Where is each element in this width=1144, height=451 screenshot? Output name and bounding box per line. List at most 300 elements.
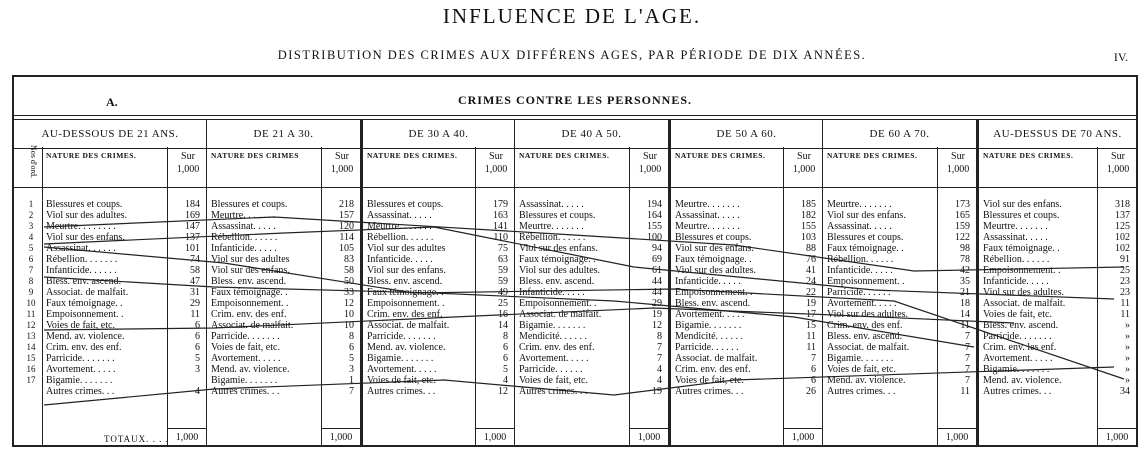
crime-name: Rébellion. . . . . . [211,232,278,243]
crime-name: Viol sur des adultes. [827,309,909,320]
crime-value: 26 [806,386,816,397]
crime-row [363,342,514,353]
crime-name: Viol sur des enfans. [827,210,906,221]
crime-value: 6 [503,353,508,364]
crime-value: 4 [503,375,508,386]
crime-name: Bigamie. . . . . . . [367,353,434,364]
page-title: INFLUENCE DE L'AGE. [442,4,702,28]
crime-value: 7 [811,353,816,364]
crime-value: 8 [349,331,354,342]
crime-name: Meurtre. . . . . . . [675,221,740,232]
crime-name: Crim. env. des enf. [46,342,122,353]
crime-value: 16 [498,309,508,320]
crime-name: Parricide. . . . . . [519,364,583,375]
crime-row [515,342,668,353]
crime-row [207,320,360,331]
crime-name: Empoisonnement. . [827,276,905,287]
crime-name: Meurtre. . . . . . . [211,210,276,221]
crime-row [671,287,822,298]
crime-name: Viol sur des enfans. [211,265,290,276]
crime-value: 59 [498,265,508,276]
crime-name: Mendicité. . . . . . [675,331,744,342]
crime-name: Assassinat. . . . . [519,199,584,210]
crime-name: Mendicité. . . . . . [519,331,588,342]
crime-row [515,353,668,364]
crime-value: 15 [806,320,816,331]
crime-row [14,342,206,353]
per-thousand-header: Sur 1,000 [1106,151,1130,175]
per-thousand-header: Sur 1,000 [946,151,970,175]
age-group-0 [14,119,206,447]
crime-row [207,265,360,276]
crime-row [14,232,206,243]
crime-value: 10 [344,320,354,331]
crime-name: Faux témoignage. . [675,254,752,265]
row-number: 7 [28,265,34,275]
header-rule [515,187,668,188]
crime-name: Rébellion. . . . . . [983,254,1050,265]
total-value: 1,000 [475,428,514,447]
crime-name: Infanticide. . . . . [367,254,433,265]
crime-row [363,331,514,342]
crime-row [671,210,822,221]
crime-value: 33 [344,287,354,298]
crime-row [979,375,1136,386]
crime-name: Infanticide. . . . . . [46,265,117,276]
crime-name: Mend. av. violence. [827,375,906,386]
nature-header: NATURE DES CRIMES. [675,151,766,160]
crime-row [207,243,360,254]
crime-row [671,243,822,254]
crime-row [515,254,668,265]
crime-row [515,265,668,276]
crime-name: Mend. av. violence. [211,364,290,375]
crime-name: Bigamie. . . . . . . [983,364,1050,375]
crime-value: 157 [339,210,354,221]
age-group-3 [514,119,668,447]
section-title: CRIMES CONTRE LES PERSONNES. [457,93,693,107]
crime-row [671,364,822,375]
crime-value: 102 [1115,243,1130,254]
crime-name: Faux témoignage. . [983,243,1060,254]
crime-value: 125 [1115,221,1130,232]
crime-value: 69 [652,254,662,265]
crime-value: 4 [657,364,662,375]
crime-row [363,364,514,375]
nature-header: NATURE DES CRIMES. [46,151,137,160]
crime-name: Avortement. . . . . [675,309,745,320]
crime-value: 6 [811,375,816,386]
crime-value: 25 [1120,265,1130,276]
crime-row [671,342,822,353]
nature-header: NATURE DES CRIMES. [367,151,458,160]
crime-row [363,254,514,265]
crime-value: 17 [806,309,816,320]
crime-name: Infanticide. . . . . [827,265,893,276]
total-value: 1,000 [629,428,668,447]
crime-value: 102 [1115,232,1130,243]
crime-name: Blessures et coups. [211,199,288,210]
crime-row [979,364,1136,375]
crime-name: Parricide. . . . . . [827,287,891,298]
section-letter: A. [106,95,118,109]
age-group-2 [360,119,514,447]
crime-name: Viol sur des adultes [367,243,446,254]
crime-row [979,243,1136,254]
crime-row [515,210,668,221]
row-number: 14 [26,342,36,352]
crime-value: 194 [647,199,662,210]
crime-row [671,331,822,342]
crime-row [671,298,822,309]
crime-name: Viol sur des adultes [211,254,290,265]
crime-row [671,199,822,210]
crime-value: 165 [955,210,970,221]
crime-name: Meurtre. . . . . . . [367,221,432,232]
crime-row [14,243,206,254]
crime-value: 98 [960,243,970,254]
crime-name: Blessures et coups. [367,199,444,210]
crime-row [671,309,822,320]
header-rule [207,187,360,188]
crime-row [979,221,1136,232]
crime-name: Crim. env. les enf. [983,342,1057,353]
crime-name: Blessures et coups. [983,210,1060,221]
crime-name: Autres crimes. . . [519,386,588,397]
crime-row [207,232,360,243]
crime-value: 5 [503,364,508,375]
crime-row [823,210,976,221]
crime-name: Empoisonnement. . [675,287,753,298]
crime-value: 7 [657,353,662,364]
crime-value: 3 [349,364,354,375]
crime-row [979,287,1136,298]
crime-value: » [1125,364,1130,375]
crime-name: Avortement. . . . . [983,353,1053,364]
crime-name: Bless. env. ascend. [983,320,1059,331]
crime-row [979,276,1136,287]
crime-value: 11 [1120,309,1130,320]
crime-name: Associat. de malfait. [519,309,602,320]
crime-value: 61 [652,265,662,276]
crime-name: Empoisonnement. . [519,298,597,309]
crime-row [515,309,668,320]
crime-row [671,353,822,364]
crime-row [207,342,360,353]
crime-value: 100 [647,232,662,243]
total-value: 1,000 [783,428,822,447]
crime-value: 184 [185,199,200,210]
crime-row [14,298,206,309]
crime-name: Autres crimes. . . [211,386,280,397]
crime-name: Autres crimes. . . [675,386,744,397]
crime-row [14,276,206,287]
crime-row [979,331,1136,342]
crime-row [363,243,514,254]
crime-value: 24 [806,276,816,287]
crime-value: 141 [493,221,508,232]
crime-row [14,199,206,210]
crime-name: Bless. env. ascend. [211,276,287,287]
crime-name: Faux témoignage. . [211,287,288,298]
crime-row [979,232,1136,243]
crime-name: Voies de fait, etc. [46,320,115,331]
crime-row [207,353,360,364]
crime-row [823,221,976,232]
crime-value: 19 [806,298,816,309]
crime-value: 25 [498,298,508,309]
crime-row [515,320,668,331]
crime-value: 7 [965,364,970,375]
crime-value: 63 [498,254,508,265]
crime-name: Viol sur des adultes. [46,210,128,221]
crime-value: 179 [493,199,508,210]
crime-value: 58 [190,265,200,276]
crime-name: Avortement. . . . . [211,353,281,364]
crime-value: 7 [965,353,970,364]
crime-value: 8 [657,331,662,342]
crime-name: Autres crimes. . . [827,386,896,397]
crime-row [823,254,976,265]
crime-row [979,265,1136,276]
crime-value: 88 [806,243,816,254]
crime-row [671,276,822,287]
nature-header: NATURE DES CRIMES. [827,151,918,160]
row-number: 13 [26,331,36,341]
crime-name: Blessures et coups. [675,232,752,243]
crime-value: 3 [195,364,200,375]
crime-value: 11 [806,342,816,353]
crime-name: Blessures et coups. [827,232,904,243]
crime-value: 105 [339,243,354,254]
crime-row [207,375,360,386]
crime-name: Crim. env. des enf. [211,309,287,320]
crime-row [207,364,360,375]
crime-name: Crim. env. des enf. [519,342,595,353]
crime-name: Bless. env. ascend. [519,276,595,287]
crime-value: 114 [339,232,354,243]
crime-name: Empoisonnement. . [211,298,289,309]
crime-name: Parricide. . . . . . . [983,331,1052,342]
crime-row [14,309,206,320]
crime-row [823,331,976,342]
crime-name: Meurtre. . . . . . . [827,199,892,210]
age-group-header: AU-DESSOUS DE 21 ANS. [14,119,206,149]
age-group-6 [976,119,1136,447]
crime-name: Voies de fait, etc. [827,364,896,375]
crime-row [207,221,360,232]
nature-header: NATURE DES CRIMES. [983,151,1074,160]
crime-name: Assassinat. . . . . [675,210,740,221]
crime-row [207,276,360,287]
row-number: 5 [28,243,34,253]
crime-value: 147 [185,221,200,232]
crime-name: Crim. env. des enf. [675,364,751,375]
crime-value: 83 [344,254,354,265]
crime-value: 110 [493,232,508,243]
crime-name: Viol sur des enfans. [46,232,125,243]
crime-value: 19 [652,386,662,397]
plate-number: IV. [1113,50,1128,64]
crime-name: Faux témoignage. . [367,287,444,298]
crime-value: 23 [1120,276,1130,287]
crime-name: Bigamie. . . . . . . [827,353,894,364]
crime-row [363,221,514,232]
crime-row [363,309,514,320]
row-number: 17 [26,375,36,385]
crime-value: 122 [955,232,970,243]
header-rule [979,187,1136,188]
crime-name: Crim. env. des enf. [827,320,903,331]
crime-name: Avortement. . . . . [367,364,437,375]
crime-row [14,320,206,331]
crime-row [515,287,668,298]
crime-row [823,386,976,397]
crime-value: 7 [965,331,970,342]
crime-row [363,210,514,221]
age-group-header: AU-DESSUS DE 70 ANS. [979,119,1136,149]
crime-value: 14 [960,309,970,320]
header-rule [823,187,976,188]
crime-name: Meurtre. . . . . . . [675,199,740,210]
per-thousand-header: Sur 1,000 [484,151,508,175]
crime-value: 7 [965,375,970,386]
age-group-header: DE 30 A 40. [363,119,514,149]
crime-row [207,386,360,397]
crime-row [515,276,668,287]
crime-row [823,342,976,353]
crime-value: 34 [1120,386,1130,397]
page-subtitle: DISTRIBUTION DES CRIMES AUX DIFFÉRENS AGES, PAR PÉRIODE DE DIX ANNÉES. [277,48,867,62]
crime-row [671,320,822,331]
crime-name: Associat. de malfait. [983,298,1066,309]
crime-name: Bless. env. ascend. [46,276,122,287]
crime-row [363,276,514,287]
total-value: 1,000 [167,428,206,447]
row-number: 12 [26,320,36,330]
crime-value: 91 [1120,254,1130,265]
crime-value: 4 [195,386,200,397]
crime-row [14,353,206,364]
crime-name: Voies de fait, etc. [367,375,436,386]
crime-name: Associat. de malfait. [46,287,129,298]
crime-name: Parricide. . . . . . . [46,353,115,364]
crime-name: Meurtre. . . . . . . [983,221,1048,232]
crime-value: 41 [806,265,816,276]
crime-row [979,386,1136,397]
crime-name: Parricide. . . . . . . [211,331,280,342]
crime-name: Rébellion. . . . . . . [46,254,118,265]
crime-value: 31 [190,287,200,298]
row-number: 16 [26,364,36,374]
crime-value: 8 [503,331,508,342]
crime-value: 22 [806,287,816,298]
crime-row [979,342,1136,353]
crime-row [14,287,206,298]
crime-row [515,232,668,243]
crime-name: Mend. av. violence. [983,375,1062,386]
crime-row [207,199,360,210]
crime-value: 6 [811,364,816,375]
crime-name: Viol sur des adultes. [675,265,757,276]
crime-row [363,265,514,276]
crime-name: Faux témoignage. . [519,254,596,265]
crime-row [671,254,822,265]
crime-name: Viol sur des adultes. [519,265,601,276]
crime-value: 7 [965,342,970,353]
nature-header: NATURE DES CRIMES [211,151,299,160]
age-group-4 [668,119,822,447]
crime-value: » [1125,375,1130,386]
crime-name: Voies de fait, etc. [983,309,1052,320]
crime-value: 76 [806,254,816,265]
row-number: 4 [28,232,34,242]
crime-value: 12 [344,298,354,309]
crime-row [14,364,206,375]
crime-row [207,254,360,265]
crime-name: Assassinat. . . . . [983,232,1048,243]
crime-name: Infanticide. . . . . [211,243,277,254]
crime-value: 182 [801,210,816,221]
crime-row [14,375,206,386]
crime-name: Associat. de malfait. [827,342,910,353]
crime-row [515,386,668,397]
age-group-header: DE 50 A 60. [671,119,822,149]
crime-row [14,331,206,342]
crime-name: Bigamie. . . . . . . [211,375,278,386]
crime-value: 103 [801,232,816,243]
crime-row [979,353,1136,364]
crime-row [207,298,360,309]
crime-row [14,254,206,265]
crime-row [515,298,668,309]
crime-name: Bless. env. ascend. [675,298,751,309]
per-thousand-header: Sur 1,000 [330,151,354,175]
crime-name: Rébellion. . . . . . [367,232,434,243]
crime-row [671,386,822,397]
crime-value: 4 [657,375,662,386]
crime-value: 11 [1120,298,1130,309]
crime-name: Mend. av. violence. [46,331,125,342]
age-group-header: DE 40 A 50. [515,119,668,149]
crime-value: 318 [1115,199,1130,210]
row-number: 3 [28,221,34,231]
crime-value: 18 [960,298,970,309]
crime-name: Viol sur des enfans. [983,199,1062,210]
section-header [14,77,1136,116]
crime-row [823,265,976,276]
crime-value: » [1125,353,1130,364]
crime-row [979,298,1136,309]
age-group-header: DE 21 A 30. [207,119,360,149]
crime-row [823,243,976,254]
crime-row [979,199,1136,210]
crime-row [823,353,976,364]
crime-name: Empoisonnement. . [367,298,445,309]
crime-row [823,375,976,386]
crime-name: Associat. de malfait. [367,320,450,331]
ordinal-header: Nos d'ord. [29,145,38,178]
crime-name: Avortement. . . . . [827,298,897,309]
crime-name: Parricide. . . . . . [675,342,739,353]
crime-value: 6 [349,342,354,353]
crime-value: 47 [190,276,200,287]
crime-value: » [1125,342,1130,353]
crime-value: 155 [647,221,662,232]
crime-value: 10 [344,309,354,320]
header-rule [363,187,514,188]
crime-name: Autres crimes. . . [983,386,1052,397]
